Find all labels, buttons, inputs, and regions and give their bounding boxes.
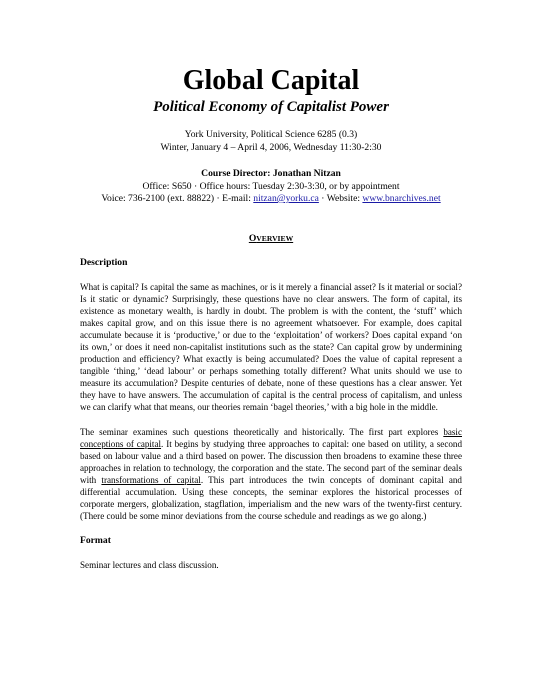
basic-conceptions-link[interactable]: basic conceptions of capital [80,426,462,449]
overview-rest: VERVIEW [256,233,294,243]
course-title: Global Capital [182,65,360,96]
description-paragraph-1: What is capital? Is capital the same as machines, or is it merely a financial asset? Is it material or social? Is it static or dynamic? Surprisingly, these questions have no clear answers. The form of capital, its existence as monetary wealth, is hardly in doubt. The problem is with the content, the ‘stuff’ which makes capital grow, and on this issue there is no agreement whatsoever. For example, does capital accumulate because it is ‘productive,’ or due to the ‘exploitation’ of workers? Does capital expand ‘on its own,’ or does it need non-capitalist institutions such as the state? Can capital grow by undermining production and efficiency? What exactly is being accumulated? Does the value of capital represent a tangible ‘thing,’ ‘dead labour’ or perhaps something totally different? What units should we use to measure its accumulation? Despite centuries of debate, none of these questions has a clear answer. Yet they have to have answers. The accumulation of capital is the central process of capitalism, and unless we can clarify what that means, our theories remain ‘bagel theories,’ with a big hole in the middle. [80,281,462,413]
format-text: Seminar lectures and class discussion. [80,560,219,571]
para2-text-c: . This part introduces the twin concepts of dominant capital and differential accumulation. Using these concepts, the seminar explores the historical processes of corporate mergers, globalization, stagflation, imperialism and the new wars of the twenty-first century. (There could be some minor deviations from the course schedule and readings as we go along.) [80,474,462,522]
para2-text-b: . It begins by studying three approaches to capital: one based on utility, a second based on labour value and a third based on power. The discussion then broadens to examine these three approaches in relation to technology, the corporation and the state. The second part of the seminar deals with [80,438,462,485]
transformations-link[interactable]: transformations of capital [101,474,201,485]
voice-text: Voice: 736-2100 (ext. 88822) · E-mail: [101,193,254,204]
description-paragraph-2 [80,426,462,523]
course-schedule-line: Winter, January 4 – April 4, 2006, Wednesday 11:30-2:30 [160,141,382,153]
course-code-line: York University, Political Science 6285 (0.3) [184,129,358,140]
website-prefix: · Website: [318,193,363,204]
website-link[interactable]: www.bnarchives.net [362,193,441,204]
email-link[interactable]: nitzan@yorku.ca [253,193,319,204]
overview-heading [80,233,462,245]
description-heading: Description [80,256,128,268]
course-director: Course Director: Jonathan Nitzan [201,168,341,179]
course-subtitle: Political Economy of Capitalist Power [153,99,389,115]
office-line: Office: S650 · Office hours: Tuesday 2:30-3:30, or by appointment [142,180,400,192]
contact-line [80,193,462,206]
format-heading: Format [80,535,111,547]
para2-text-a: The seminar examines such questions theoretically and historically. The first part explores [80,426,444,437]
overview-first-letter: O [248,232,257,244]
